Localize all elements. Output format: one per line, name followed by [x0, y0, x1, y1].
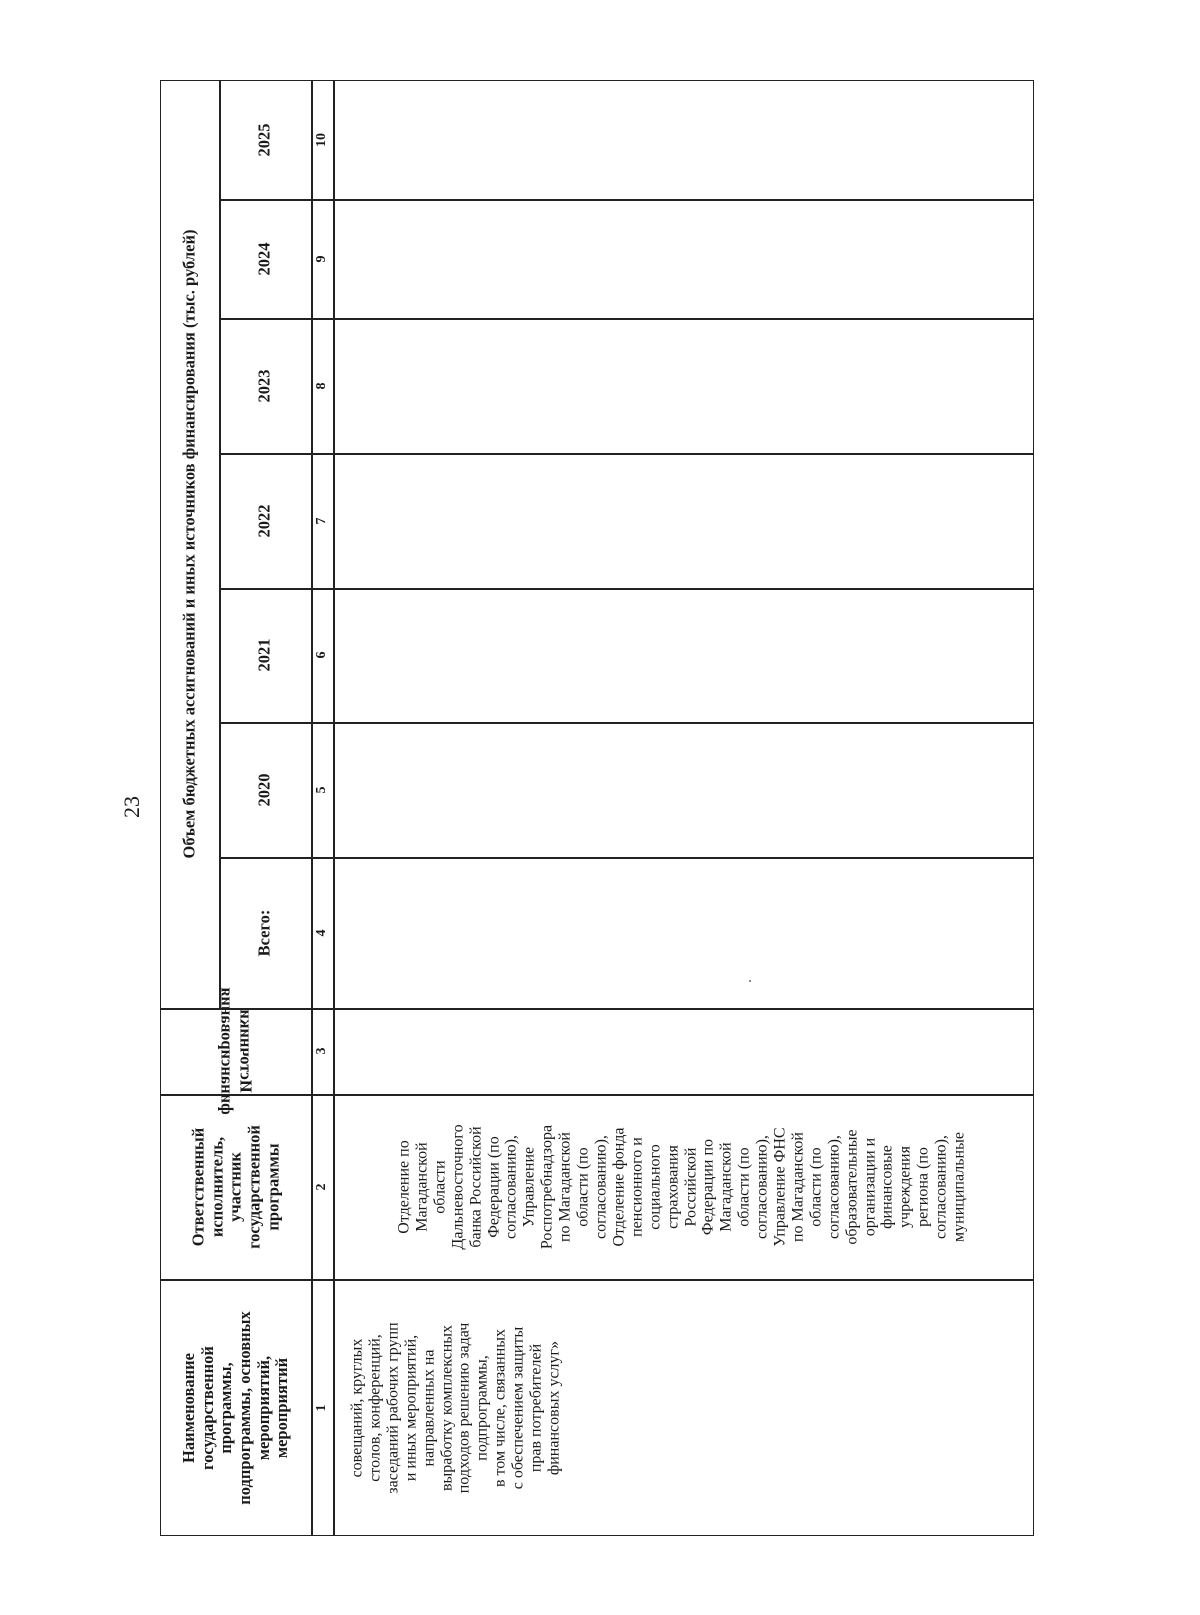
page-number: 23 [119, 796, 144, 818]
divider-3-2 [161, 1094, 1033, 1096]
col-number-8: 8 [314, 382, 330, 390]
divider-4-3 [161, 1008, 1033, 1010]
header-year-2022: 2022 [254, 504, 274, 538]
header-year-2020: 2020 [254, 773, 274, 807]
budget-group-bottom-line [219, 81, 221, 1008]
header-budget-group: Объем бюджетных ассигнований и иных источников финансирования (тыс. рублей) [179, 229, 199, 859]
divider-7-6 [219, 588, 1033, 590]
col-number-7: 7 [314, 517, 330, 525]
col-number-4: 4 [314, 929, 330, 937]
divider-5-4 [219, 857, 1033, 859]
col-number-2: 2 [314, 1183, 330, 1191]
header-year-2024: 2024 [254, 242, 274, 276]
divider-9-8 [219, 318, 1033, 320]
header-program-name: Наименование государственной программы, подпрограммы, основных мероприятий, мероприятий [179, 1311, 292, 1505]
col-number-9: 9 [314, 255, 330, 263]
header-executor: Ответственный исполнитель, участник государственной программы [188, 1125, 282, 1249]
numbers-row-bottom-line [333, 81, 335, 1535]
cell-program-name: совещаний, круглых столов, конференций, заседаний рабочих групп и иных мероприятий, направленных на выработку комплексных подходов решению задач подпрограммы, в том числе, связанных с обеспечением защиты прав потребителей финансовых услуг» [348, 1322, 563, 1494]
col-number-1: 1 [314, 1404, 330, 1412]
divider-8-7 [219, 453, 1033, 455]
header-year-2025: 2025 [254, 123, 274, 157]
cell-executor: Отделение по Магаданской области Дальневосточного банка Российской Федерации (по согласованию), Управление Роспотребнадзора по Магаданской области (по согласованию), Отделение фонда пенсионного и социального страхования Российской Федерации по Магаданской области (по согласованию), Управление ФНС по Магаданской области (по согласованию), образовательные организации и финансовые учреждения региона (по согласованию), муниципальные [395, 1124, 968, 1250]
budget-table [160, 80, 1034, 1536]
scan-speck [749, 980, 751, 982]
header-year-2023: 2023 [254, 369, 274, 403]
col-number-3: 3 [314, 1047, 330, 1055]
col-number-10: 10 [314, 133, 330, 147]
divider-10-9 [219, 199, 1033, 201]
col-number-6: 6 [314, 651, 330, 659]
divider-2-1 [161, 1279, 1033, 1281]
header-total: Всего: [254, 909, 274, 957]
divider-6-5 [219, 722, 1033, 724]
header-bottom-line [311, 81, 313, 1535]
header-funding-sources: Источники финансирования [218, 987, 256, 1115]
col-number-5: 5 [314, 786, 330, 794]
header-year-2021: 2021 [254, 638, 274, 672]
